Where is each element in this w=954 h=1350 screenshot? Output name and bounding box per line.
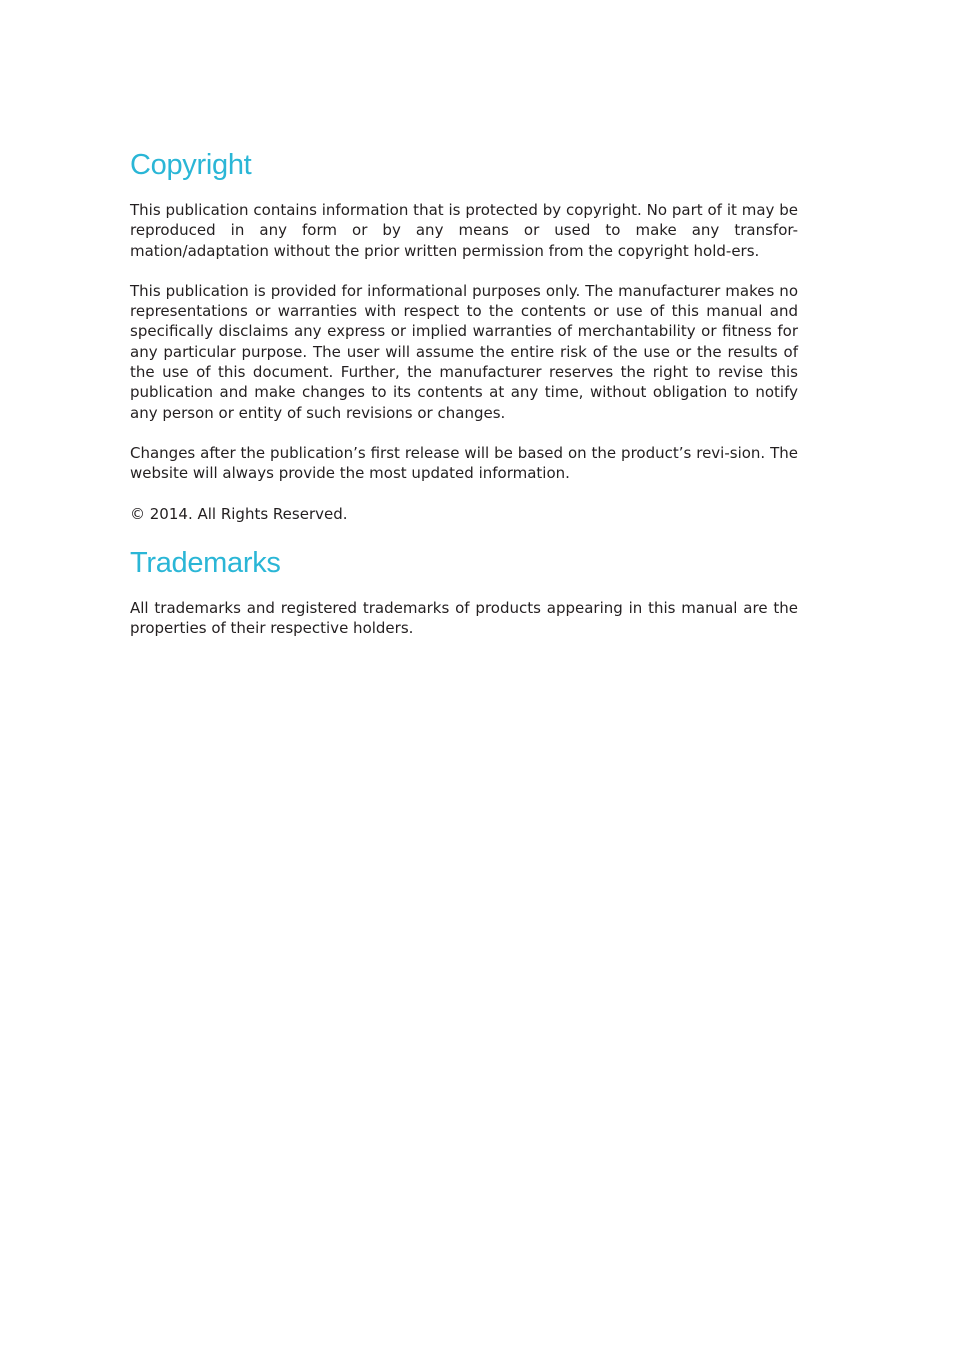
copyright-paragraph-3: Changes after the publication’s first release will be based on the product’s revi-sion. The website will always provide the most updated information. bbox=[130, 443, 798, 483]
trademarks-paragraph: All trademarks and registered trademarks of products appearing in this manual are the properties of their respective holders. bbox=[130, 598, 798, 638]
copyright-heading: Copyright bbox=[130, 149, 252, 181]
copyright-paragraph-2: This publication is provided for informational purposes only. The manufacturer makes no representations or warranties with respect to the contents or use of this manual and specifically disclaims any express or implied warranties of merchantability or fitness for any particular purpose. The user will assume the entire risk of the use or the results of the use of this document. Further, the manufacturer reserves the right to revise this publication and make changes to its contents at any time, without obligation to notify any person or entity of such revisions or changes. bbox=[130, 281, 798, 422]
document-page bbox=[130, 146, 798, 658]
copyright-notice: © 2014. All Rights Reserved. bbox=[130, 504, 348, 523]
trademarks-section bbox=[130, 544, 798, 639]
copyright-section bbox=[130, 146, 798, 524]
copyright-paragraph-1: This publication contains information that is protected by copyright. No part of it may be reproduced in any form or by any means or used to make any transfor-mation/adaptation without the prior written permission from the copyright hold-ers. bbox=[130, 201, 798, 260]
trademarks-heading: Trademarks bbox=[130, 546, 281, 579]
